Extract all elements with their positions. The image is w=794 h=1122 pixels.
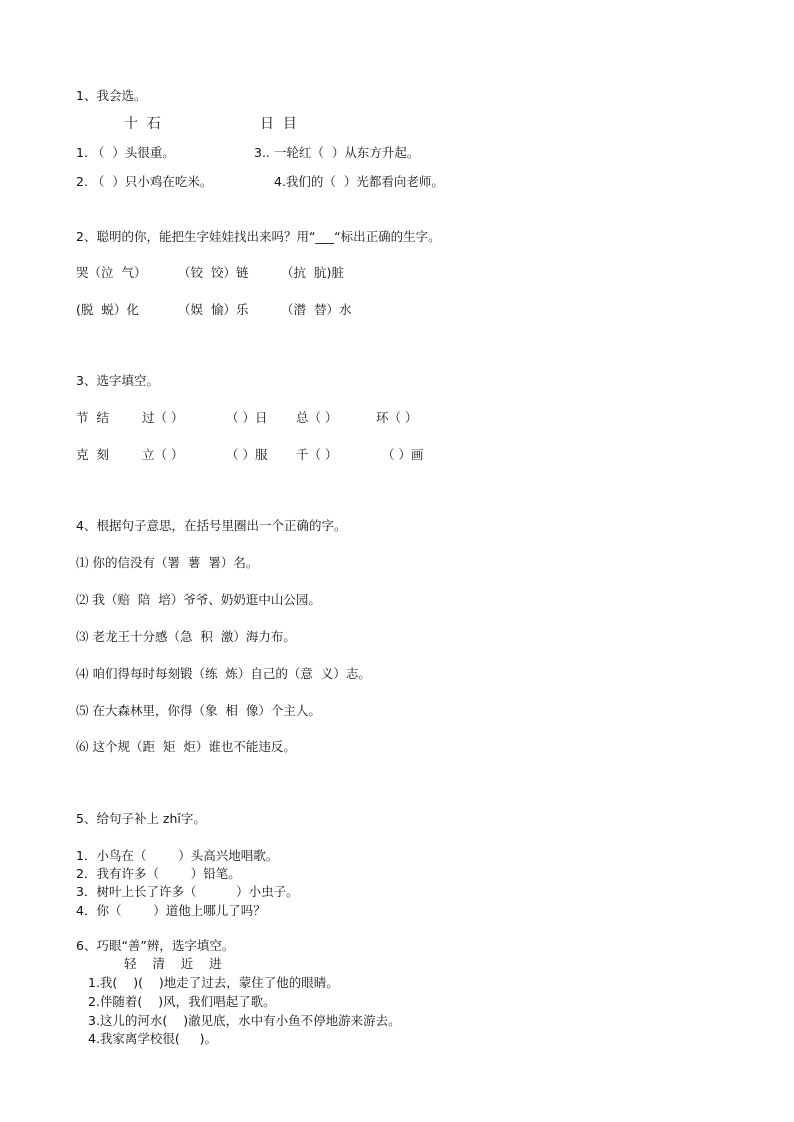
q2-option: （铰 饺）链 — [178, 265, 249, 280]
q5-item: 3．树叶上长了许多（ ）小虫子。 — [76, 884, 299, 899]
q3-choices: 克 刻 — [76, 447, 109, 462]
q6-item: 2.伴随着( )风，我们唱起了歌。 — [88, 994, 276, 1009]
q6-choices: 轻 清 近 进 — [124, 956, 222, 971]
q3-blank: （ ）日 — [226, 410, 268, 425]
q1-choice-b: 日 目 — [260, 116, 297, 132]
q1-title: 1、我会选。 — [76, 88, 147, 103]
q3-blank: （ ）服 — [226, 447, 268, 462]
q4-item: ⑷ 咱们得每时每刻锻（练 炼）自己的（意 义）志。 — [76, 666, 371, 681]
q1-item: 4.我们的（ ）光都看向老师。 — [274, 174, 444, 189]
q1-choice-a: 十 石 — [124, 116, 161, 132]
q3-blank: （ ）画 — [382, 447, 424, 462]
q3-choices: 节 结 — [76, 410, 109, 425]
q5-item: 2．我有许多（ ）铅笔。 — [76, 866, 241, 881]
q3-title: 3、选字填空。 — [76, 373, 159, 388]
q2-option: （潜 替）水 — [281, 302, 352, 317]
q2-title: 2、聪明的你，能把生字娃娃找出来吗？用“___“标出正确的生字。 — [76, 229, 441, 244]
q6-item: 3.这儿的河水( )澈见底，水中有小鱼不停地游来游去。 — [88, 1013, 401, 1028]
q4-item: ⑹ 这个规（距 矩 炬）谁也不能违反。 — [76, 739, 296, 754]
q1-item: 3.. 一轮红（ ）从东方升起。 — [254, 145, 420, 160]
q2-option: 哭（泣 气） — [76, 265, 147, 280]
q2-option: （娱 愉）乐 — [178, 302, 249, 317]
q4-item: ⑶ 老龙王十分感（急 积 激）海力布。 — [76, 629, 296, 644]
q3-blank: 千（ ） — [296, 447, 338, 462]
q2-option: (脱 蜕）化 — [76, 302, 139, 317]
q3-blank: 过（ ） — [142, 410, 184, 425]
q3-blank: 立（ ） — [142, 447, 184, 462]
q4-title: 4、根据句子意思，在括号里圈出一个正确的字。 — [76, 518, 347, 533]
q1-item: 1. （ ）头很重。 — [76, 145, 175, 160]
q5-item: 1．小鸟在（ ）头高兴地唱歌。 — [76, 848, 279, 863]
q3-blank: 环（ ） — [376, 410, 418, 425]
q6-item: 4.我家离学校很( )。 — [88, 1031, 218, 1046]
q4-item: ⑸ 在大森林里，你得（象 相 像）个主人。 — [76, 703, 321, 718]
q1-item: 2. （ ）只小鸡在吃米。 — [76, 174, 213, 189]
q3-blank: 总（ ） — [296, 410, 338, 425]
q6-item: 1.我( )( )地走了过去，蒙住了他的眼睛。 — [88, 975, 339, 990]
q4-item: ⑴ 你的信没有（署 薯 署）名。 — [76, 555, 259, 570]
q6-title: 6、巧眼“善”辨，选字填空。 — [76, 938, 235, 953]
q5-title: 5、给句子补上 zhī字。 — [76, 811, 206, 826]
q5-item: 4．你（ ）道他上哪儿了吗？ — [76, 903, 266, 918]
q4-item: ⑵ 我（赔 陪 培）爷爷、奶奶逛中山公园。 — [76, 592, 321, 607]
q2-option: （抗 肮)脏 — [281, 265, 344, 280]
